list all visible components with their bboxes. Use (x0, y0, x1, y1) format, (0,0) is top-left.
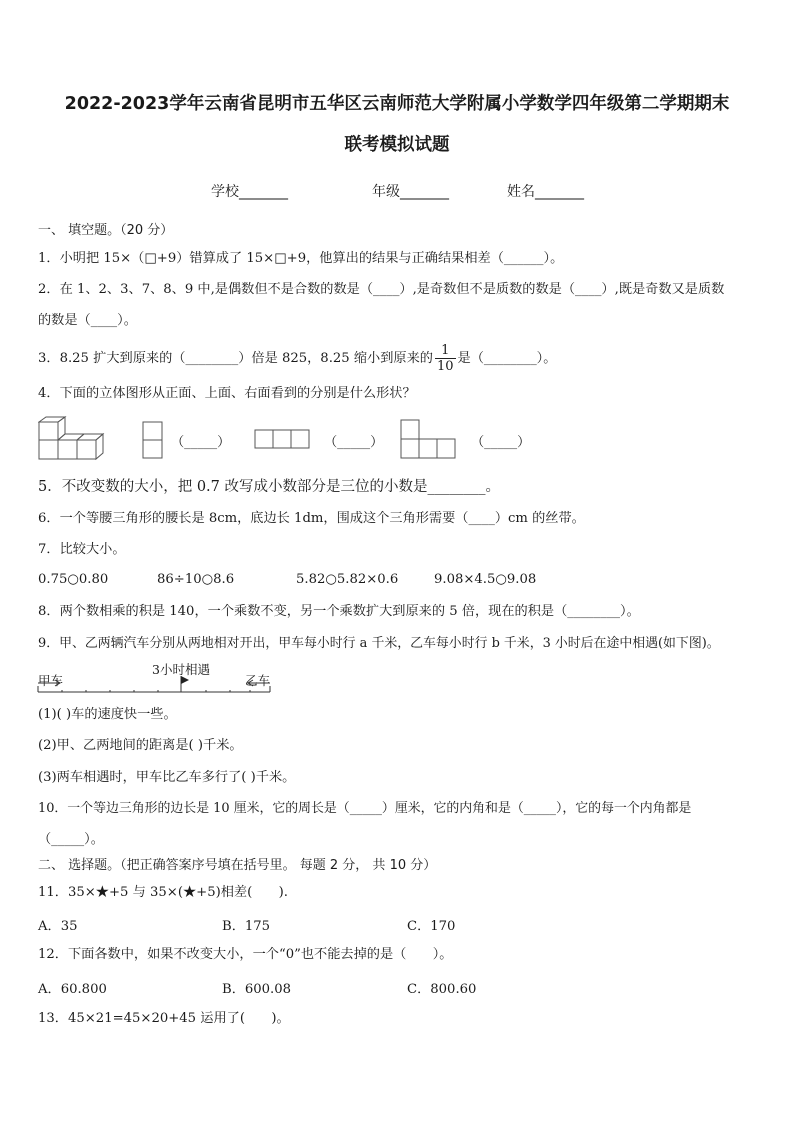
question-6: 6．一个等腰三角形的腰长是 8cm，底边长 1dm，围成这个三角形需要（____）cm 的丝带。 (38, 511, 585, 526)
option-c: C．800.60 (407, 982, 477, 997)
question-11: 11．35×★+5 与 35×(★+5)相差( ). (38, 885, 288, 900)
option-b: B．600.08 (222, 982, 292, 997)
fraction-denominator: 10 (437, 359, 454, 374)
car-b-label: 乙车 (245, 673, 271, 688)
question-4-blank-3: （_____） (471, 435, 531, 450)
exam-title-line1: 2022-2023学年云南省昆明市五华区云南师范大学附属小学数学四年级第二学期期末 (64, 94, 730, 114)
section-choice-heading: 二、 选择题。（把正确答案序号填在括号里。 每题 2 分， 共 10 分） (38, 858, 437, 873)
name-field: 姓名_______ (507, 184, 584, 200)
question-9-part-3: (3)两车相遇时，甲车比乙车多行了( )千米。 (38, 770, 296, 785)
option-a: A．60.800 (38, 982, 107, 997)
question-3-text: 3．8.25 扩大到原来的（________）倍是 825，8.25 缩小到原来的 (38, 351, 433, 366)
grade-field: 年级_______ (372, 184, 449, 200)
question-2-line2: 的数是（____）。 (38, 313, 137, 328)
fraction-numerator: 1 (435, 343, 456, 359)
question-4-blank-2: （_____） (324, 435, 384, 450)
question-9: 9．甲、乙两辆汽车分别从两地相对开出，甲车每小时行 a 千米，乙车每小时行 b 千米，3 小时后在途中相遇(如下图)。 (38, 636, 720, 651)
option-a: A．35 (38, 919, 78, 934)
option-c: C．170 (407, 919, 456, 934)
car-a-label: 甲车 (38, 673, 64, 688)
question-9-part-1: (1)( )车的速度快一些。 (38, 707, 177, 722)
cube-solid-figure (38, 416, 106, 464)
question-9-part-2: (2)甲、乙两地间的距离是( )千米。 (38, 738, 243, 753)
question-4-blank-1: （_____） (171, 435, 231, 450)
section-fill-blank-heading: 一、 填空题。（20 分） (38, 223, 174, 238)
question-3 (38, 343, 556, 374)
question-12: 12．下面各数中，如果不改变大小，一个“0”也不能去掉的是（ ）。 (38, 947, 453, 962)
compare-item: 5.82○5.82×0.6 (296, 572, 399, 587)
question-7: 7．比较大小。 (38, 542, 126, 557)
question-4: 4．下面的立体图形从正面、上面、右面看到的分别是什么形状？ (38, 386, 416, 401)
option-b: B．175 (222, 919, 271, 934)
question-5: 5．不改变数的大小，把 0.7 改写成小数部分是三位的小数是________。 (38, 479, 501, 495)
view-shape-l (400, 419, 460, 461)
question-13: 13．45×21=45×20+45 运用了( )。 (38, 1011, 290, 1026)
meeting-label: 3小时相遇 (152, 662, 210, 677)
question-1: 1．小明把 15×（□+9）错算成了 15×□+9，他算出的结果与正确结果相差（______）。 (38, 251, 564, 266)
flag-icon (181, 676, 189, 684)
compare-item: 86÷10○8.6 (157, 572, 235, 587)
view-shape-row (254, 429, 312, 451)
question-3-text-end: 是（________）。 (457, 351, 557, 366)
meeting-diagram (36, 672, 276, 698)
question-2-line1: 2．在 1、2、3、7、8、9 中,是偶数但不是合数的数是（____）,是奇数但不是质数的数是（____）,既是奇数又是质数 (38, 282, 725, 297)
school-field: 学校_______ (211, 184, 288, 200)
exam-title-line2: 联考模拟试题 (344, 135, 450, 155)
view-shape-vertical (142, 421, 164, 461)
question-10-line1: 10．一个等边三角形的边长是 10 厘米，它的周长是（_____）厘米，它的内角和是（_____），它的每一个内角都是 (38, 801, 692, 816)
compare-item: 9.08×4.5○9.08 (434, 572, 537, 587)
compare-item: 0.75○0.80 (38, 572, 109, 587)
question-8: 8．两个数相乘的积是 140，一个乘数不变，另一个乘数扩大到原来的 5 倍，现在的积是（________）。 (38, 604, 640, 619)
question-10-line2: （_____）。 (38, 832, 104, 847)
fraction-one-tenth (435, 343, 456, 374)
